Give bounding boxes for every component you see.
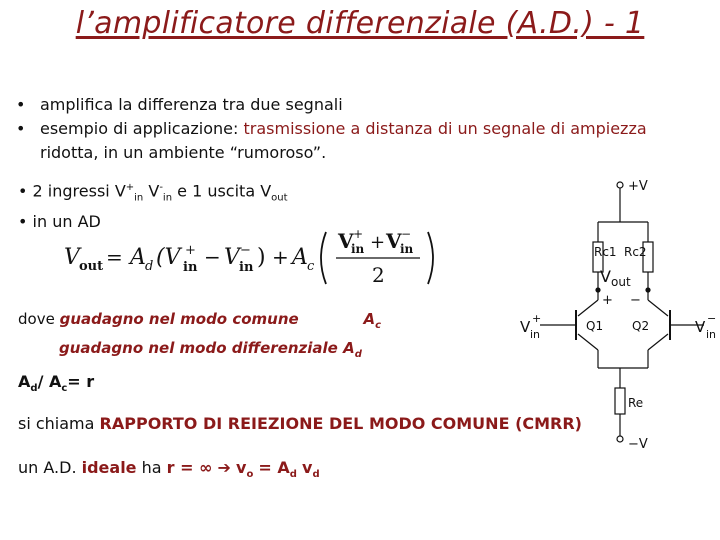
svg-text:A: A xyxy=(292,245,308,270)
svg-text:A: A xyxy=(130,245,146,270)
gain-line-differential: guadagno nel modo differenziale $A_d$ xyxy=(59,339,362,360)
label-vminus: −V xyxy=(628,437,648,452)
gain-definitions xyxy=(18,308,381,366)
bullet-list xyxy=(16,93,716,165)
label-vout-plus: + xyxy=(602,293,613,308)
q1-collector xyxy=(578,300,598,316)
label-vplus: +V xyxy=(628,179,648,194)
svg-text:in: in xyxy=(400,242,414,256)
bullet-text: amplifica la differenza tra due segnali xyxy=(40,95,343,114)
svg-text:2: 2 xyxy=(372,263,385,287)
svg-text:+: + xyxy=(532,312,542,325)
bullet-item xyxy=(16,117,716,141)
formula-lhs: V xyxy=(64,245,80,270)
ratio-definition: $A_d/$ $A_c= r$ xyxy=(18,372,95,395)
q2-collector xyxy=(648,300,668,316)
svg-text:V: V xyxy=(224,245,240,270)
label-vout-minus: − xyxy=(630,293,641,308)
label-vout: V xyxy=(600,267,611,286)
page-title: l’amplificatore differenziale (A.D.) - 1 xyxy=(75,6,645,41)
svg-text:): ) xyxy=(257,245,266,270)
intro-line: • in un AD xyxy=(18,211,101,231)
svg-text:−: − xyxy=(240,243,251,258)
differential-amplifier-circuit xyxy=(490,170,720,460)
svg-text:+: + xyxy=(353,227,364,241)
q1-emitter xyxy=(578,334,598,350)
svg-text:−: − xyxy=(401,227,412,241)
bullet-accent-text: trasmissione a distanza di un segnale di ampiezza xyxy=(243,119,647,138)
svg-text:d: d xyxy=(145,259,154,274)
bullet-dot: • xyxy=(16,119,26,138)
svg-text:out: out xyxy=(79,259,104,274)
intro-line: • 2 ingressi $V^+_{in}$ $V^-_{in}$ e 1 uscita $V_{out}$ xyxy=(18,181,288,204)
bullet-item xyxy=(16,93,716,117)
svg-text:+: + xyxy=(370,232,386,253)
output-formula xyxy=(60,226,445,290)
label-vin-minus: V xyxy=(695,318,706,336)
ideal-line: un A.D. ideale ha r = ∞ ➔ $v_o = A_d$ $v_d$ xyxy=(18,458,320,481)
bullet-text: esempio di applicazione: xyxy=(40,119,244,138)
svg-text:(V: (V xyxy=(156,245,181,270)
svg-text:out: out xyxy=(611,275,631,289)
svg-text:+: + xyxy=(272,245,289,269)
gain-line-common: dove guadagno nel modo comune $A_c$ xyxy=(18,310,382,331)
svg-text:in: in xyxy=(530,328,541,341)
label-rc2: Rc2 xyxy=(624,245,647,259)
svg-text:=: = xyxy=(106,245,123,269)
cmrr-line: si chiama RAPPORTO DI REIEZIONE DEL MODO COMUNE (CMRR) xyxy=(18,414,582,433)
label-q2: Q2 xyxy=(632,319,650,333)
supply-negative-terminal xyxy=(617,436,623,442)
svg-text:c: c xyxy=(307,259,315,274)
svg-text:in: in xyxy=(183,260,198,275)
svg-text:in: in xyxy=(706,328,717,341)
label-q1: Q1 xyxy=(586,319,604,333)
label-vin-plus: V xyxy=(520,318,531,336)
svg-text:in: in xyxy=(239,260,254,275)
svg-text:V: V xyxy=(338,229,354,253)
intro-block xyxy=(18,176,288,233)
q2-emitter xyxy=(648,334,668,350)
svg-text:−: − xyxy=(204,245,221,269)
label-rc1: Rc1 xyxy=(594,245,617,259)
label-re: Re xyxy=(628,396,644,410)
bullet-continuation: ridotta, in un ambiente “rumoroso”. xyxy=(40,143,327,162)
bullet-dot: • xyxy=(16,95,26,114)
supply-positive-terminal xyxy=(617,182,623,188)
svg-text:in: in xyxy=(351,242,365,256)
svg-text:+: + xyxy=(185,243,196,258)
svg-text:V: V xyxy=(386,229,402,253)
resistor-re xyxy=(615,388,625,414)
svg-text:−: − xyxy=(707,312,717,325)
